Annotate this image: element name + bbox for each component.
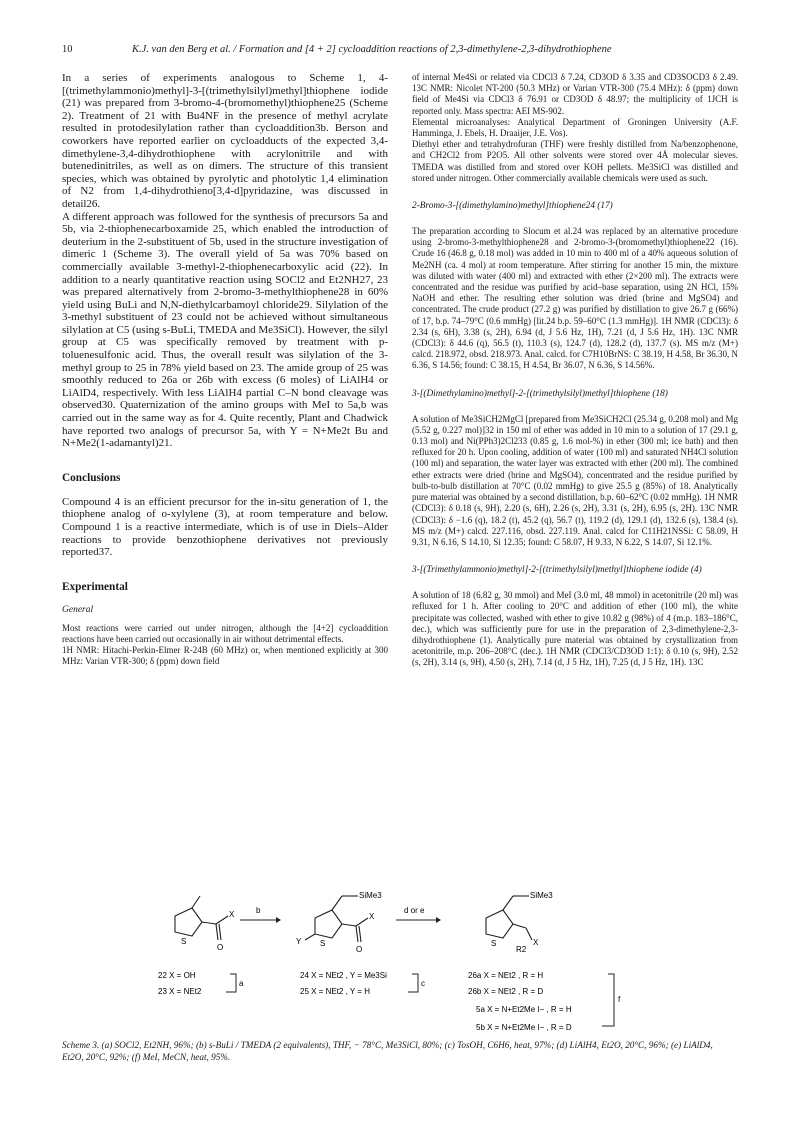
left-column xyxy=(62,72,388,668)
general-heading: General xyxy=(62,604,94,615)
conclusions-heading: Conclusions xyxy=(62,471,121,484)
bracket-a xyxy=(226,974,236,992)
label-o: O xyxy=(217,943,224,952)
label-x: X xyxy=(533,938,539,947)
nmr-text: 1H NMR: Hitachi-Perkin-Elmer R-24B (60 MHz) or, when mentioned explicitly at 300 MHz: Varian VTR-300; δ (ppm) down field xyxy=(62,645,388,667)
scheme-3-diagram xyxy=(140,888,660,1038)
experimental-heading: Experimental xyxy=(62,580,128,593)
compound-row-5a: 5a X = N+Et2Me I− , R = H xyxy=(476,1005,572,1014)
label-sime3: SiMe3 xyxy=(530,891,553,900)
conclusions-text: Compound 4 is an efficient precursor for the in-situ generation of 1, the thiophene analog of o-xylylene (3), at room temperature and below. Compound 1 is a reactive intermediate, which is of use in Diels–Alder reactions to provide benzothiophene derivatives not previously reported37. xyxy=(62,495,388,559)
thiophene-structure-22-23 xyxy=(175,896,228,940)
bracket-a-label: a xyxy=(239,979,244,988)
arrow-b-label: b xyxy=(256,906,261,915)
right-column xyxy=(412,72,738,669)
bracket-c-label: c xyxy=(421,979,425,988)
compound-row-26b: 26b X = NEt2 , R = D xyxy=(468,987,544,996)
bracket-f-label: f xyxy=(618,995,621,1004)
label-s: S xyxy=(181,937,187,946)
arrow-de-label: d or e xyxy=(404,906,425,915)
compound-18-heading: 3-[(Dimethylamino)methyl]-2-[(trimethylsilyl)methyl]thiophene (18) xyxy=(412,388,668,399)
compound-18-text: A solution of Me3SiCH2MgCl [prepared from Me3SiCH2Cl (25.34 g, 0.208 mol) and Mg (5.52 g, 0.227 mol)]32 in 150 ml of ether was added in 10 min to a solution of 17 (29.1 g, 0.13 mol) and Ni(PPh3)2Cl233 (0.85 g, 1.6 mol-%) in ether (300 ml; ice bath) and then refluxed for 20 h. Upon cooling, addition of water (100 ml) and saturated NH4Cl solution (100 ml) and separation, the water layer was extracted with ether (200 ml). The combined ether extracts were dried (brine and MgSO4), concentrated and the residue purified by bulb-to-bulb distillation at 70°C (0.02 mmHg) to give 25.5 g (85%) of 18. Analytically pure material was obtained by a second distillation, b.p. 60–62°C (0.02 mmHg). 1H NMR (CDCl3): δ 0.18 (s, 9H), 2.20 (s, 6H), 2.26 (s, 2H), 3.31 (s, 2H), 6.95 (s, 2H). 13C NMR (CDCl3): δ −1.6 (q), 18.2 (t), 45.2 (q), 56.7 (t), 119.2 (d), 129.1 (d), 132.6 (s), 138.4 (s). MS m/z (M+) calcd. 227.116, obsd. 227.119. Anal. calcd for C11H21NSSi: C 58.09, H 9.31, N 6.16, S 14.10, Si 12.35; found: C 58.07, H 9.33, N 6.22, S 14.07, Si 12.1%. xyxy=(412,413,738,547)
compound-4-heading: 3-[(Trimethylammonio)methyl]-2-[(trimethylsilyl)methyl]thiophene iodide (4) xyxy=(412,565,702,576)
microanalyses-text: Elemental microanalyses: Analytical Department of Groningen University (A.F. Hamminga, J. Ebels, H. Draaijer, J.E. Vos). xyxy=(412,116,738,139)
compound-17-heading: 2-Bromo-3-[(dimethylamino)methyl]thiophene24 (17) xyxy=(412,201,613,212)
compound-17-text: The preparation according to Slocum et al.24 was replaced by an alternative procedure using 2-bromo-3-methylthiophene28 and 2-bromo-3-(bromomethyl)thiophene22 (16). Crude 16 (46.8 g, 0.18 mol) was added in 10 min to 400 ml of a 40% aqueous solution of Me2NH (ca. 4 mol) at room temperature. After stirring for another 15 min, the mixture was diluted with water (400 ml) and extracted with ether (2×200 ml). The extracts were concentrated and the residue was purified by acid–base separation, using 2N HCl, 15% NaOH and ether. The resulting ether solution was dried (brine and MgSO4) and concentrated. The crude product (27.2 g) was purified by distillation to give 26.7 g (66%) of 17, b.p. 74–79°C (0.6 mmHg) [lit.24 b.p. 59–60°C (1.3 mmHg)]. 1H NMR (CDCl3): δ 2.34 (s, 6H), 3.38 (s, 2H), 6.94 (d, J 5.6 Hz, 1H), 7.21 (d, J 5.6 Hz, 1H). 13C NMR (CDCl3): δ 44.6 (q), 56.5 (t), 110.3 (s), 124.7 (d), 128.2 (d), 137.7 (s). MS m/z (M+) calcd. 218.972, obsd. 218.973. Anal. calcd. for C7H10BrNS: C 38.19, H 4.58, Br 36.30, N 6.36, S 14.56; found: C 38.15, H 4.54, Br 36.07, N 6.36, S 14.56%. xyxy=(412,226,738,371)
running-header xyxy=(62,44,730,60)
compound-row-24: 24 X = NEt2 , Y = Me3Si xyxy=(300,971,387,980)
solvents-text: Diethyl ether and tetrahydrofuran (THF) were freshly distilled from Na/benzophenone, and CH2Cl2 from P2O5. All other solvents were stored over 4Å molecular sieves. TMEDA was distilled from and stored over KOH pellets. Me3SiCl was distilled and stored under nitrogen. Other commercially available chemicals were used as such. xyxy=(412,139,738,183)
label-y: Y xyxy=(296,937,302,946)
label-x: X xyxy=(229,910,235,919)
label-x: X xyxy=(369,912,375,921)
compound-4-text: A solution of 18 (6.82 g, 30 mmol) and MeI (3.0 ml, 48 mmol) in acetonitrile (20 ml) was refluxed for 1 h. After cooling to 20°C and addition of ether (100 ml), the white precipitate was collected, washed with ether to give 10.82 g (98%) of 4 (m.p. 183–186°C, dec.), which was sufficiently pure for use in the preparation of 2,3-dimethylene-2,3-dihydrothiophene (1). Analytically pure material was obtained by crystallization from acetonitrile, m.p. 206–208°C (dec.). 1H NMR (CDCl3/CD3OD 1:1): δ 0.10 (s, 9H), 2.52 (s, 2H), 3.14 (s, 9H), 4.50 (s, 2H), 7.14 (d, J 5 Hz, 1H), 7.25 (d, J 5 Hz, 1H). 13C xyxy=(412,590,738,668)
label-o: O xyxy=(356,945,363,954)
compound-row-22: 22 X = OH xyxy=(158,971,196,980)
label-s: S xyxy=(320,939,326,948)
general-continued: of internal Me4Si or related via CDCl3 δ 7.24, CD3OD δ 3.35 and CD3SOCD3 δ 2.49. 13C NMR: Nicolet NT-200 (50.3 MHz) or Varian VTR-300 (75.4 MHz): δ (ppm) down field of Me4Si via CDCl3 δ 76.91 or CD3OD δ 48.97; the multiplicity of 1JCH is reported only. Mass spectra: AEI MS-902. xyxy=(412,72,738,116)
paragraph: A different approach was followed for the synthesis of precursors 5a and 5b, via 2-thiophenecarboxamide 25, which enabled the introduction of deuterium in the 2-substituent of 5b, used in the structure investigation of dimeric 1 (Scheme 3). The overall yield of 5a was 70% based on commercially available 3-methyl-2-thiophenecarboxylic acid (22). In addition to a nearly quantitative reaction using SOCl2 and Et2NH27, 23 was prepared alternatively from 2-bromo-3-methylthiophene28 in 60% yield using BuLi and N,N-diethylcarbamoyl chloride29. Silylation of the 3-methyl substituent of 23 could not be achieved without simultaneous silylation at C5 (using s-BuLi, TMEDA and Me3SiCl). However, the silyl group at C5 was specifically removed by treatment with p-toluenesulfonic acid. Thus, the overall result was silylation of the 3-methyl group to 25 in 78% yield based on 23. The amide group of 25 was smoothly reduced to 26a or 26b with excess (6 moles) of LiAlH4 or LiAlD4, respectively. With less LiAlH4 partial C–N bond cleavage was observed30. Quaternization of the amino groups with MeI to 5a,b was carried out in the same way as for 4. Quite recently, Plant and Chadwick have reported two analogs of precursor 5a, with Y = N+Me2t Bu and N+Me2(1-adamantyl)21. xyxy=(62,210,388,450)
running-title: K.J. van den Berg et al. / Formation and [4 + 2] cycloaddition reactions of 2,3-dimethylene-2,3-dihydrothiophene xyxy=(132,44,612,55)
compound-row-25: 25 X = NEt2 , Y = H xyxy=(300,987,370,996)
general-text: Most reactions were carried out under nitrogen, although the [4+2] cycloaddition reactions have been carried out occasionally in air without detrimental effects. xyxy=(62,622,388,644)
compound-row-5b: 5b X = N+Et2Me I− , R = D xyxy=(476,1023,572,1032)
scheme-caption: Scheme 3. (a) SOCl2, Et2NH, 96%; (b) s-BuLi / TMEDA (2 equivalents), THF, − 78°C, Me3SiCl, 80%; (c) TosOH, C6H6, heat, 97%; (d) LiAlH4, Et2O, 20°C, 96%; (e) LiAlD4, Et2O, 20°C, 92%; (f) MeI, MeCN, heat, 95%. xyxy=(62,1040,713,1062)
label-sime3: SiMe3 xyxy=(359,891,382,900)
paragraph: In a series of experiments analogous to Scheme 1, 4-[(trimethylammonio)methyl]-3-[(trimethylsilyl)methyl]thiophene iodide (21) was prepared from 3-bromo-4-(bromomethyl)thiophene25 (Scheme 2). Treatment of 21 with Bu4NF in the presence of methyl acrylate resulted in protodesilylation rather than cycloaddition3b. Berson and coworkers have reported earlier on cycloadducts of the expected 3,4-dimethylene-3,4-dihydrothiophene with acrylonitrile and with butenedinitriles, as well as on dimers. The structure of this transient species, which was obtained by pyrolytic and photolytic 1,4 elimination of N2 from 1,4-dihydrothieno[3,4-d]pyridazine, was discussed in detail26. xyxy=(62,72,388,210)
bracket-f xyxy=(602,974,614,1026)
page-number: 10 xyxy=(62,44,73,55)
compound-row-23: 23 X = NEt2 xyxy=(158,987,202,996)
label-s: S xyxy=(491,939,497,948)
bracket-c xyxy=(408,974,418,992)
thiophene-structure-24-25 xyxy=(305,896,368,942)
thiophene-structure-26-5 xyxy=(486,896,532,940)
label-r2: R2 xyxy=(516,945,527,954)
compound-row-26a: 26a X = NEt2 , R = H xyxy=(468,971,544,980)
